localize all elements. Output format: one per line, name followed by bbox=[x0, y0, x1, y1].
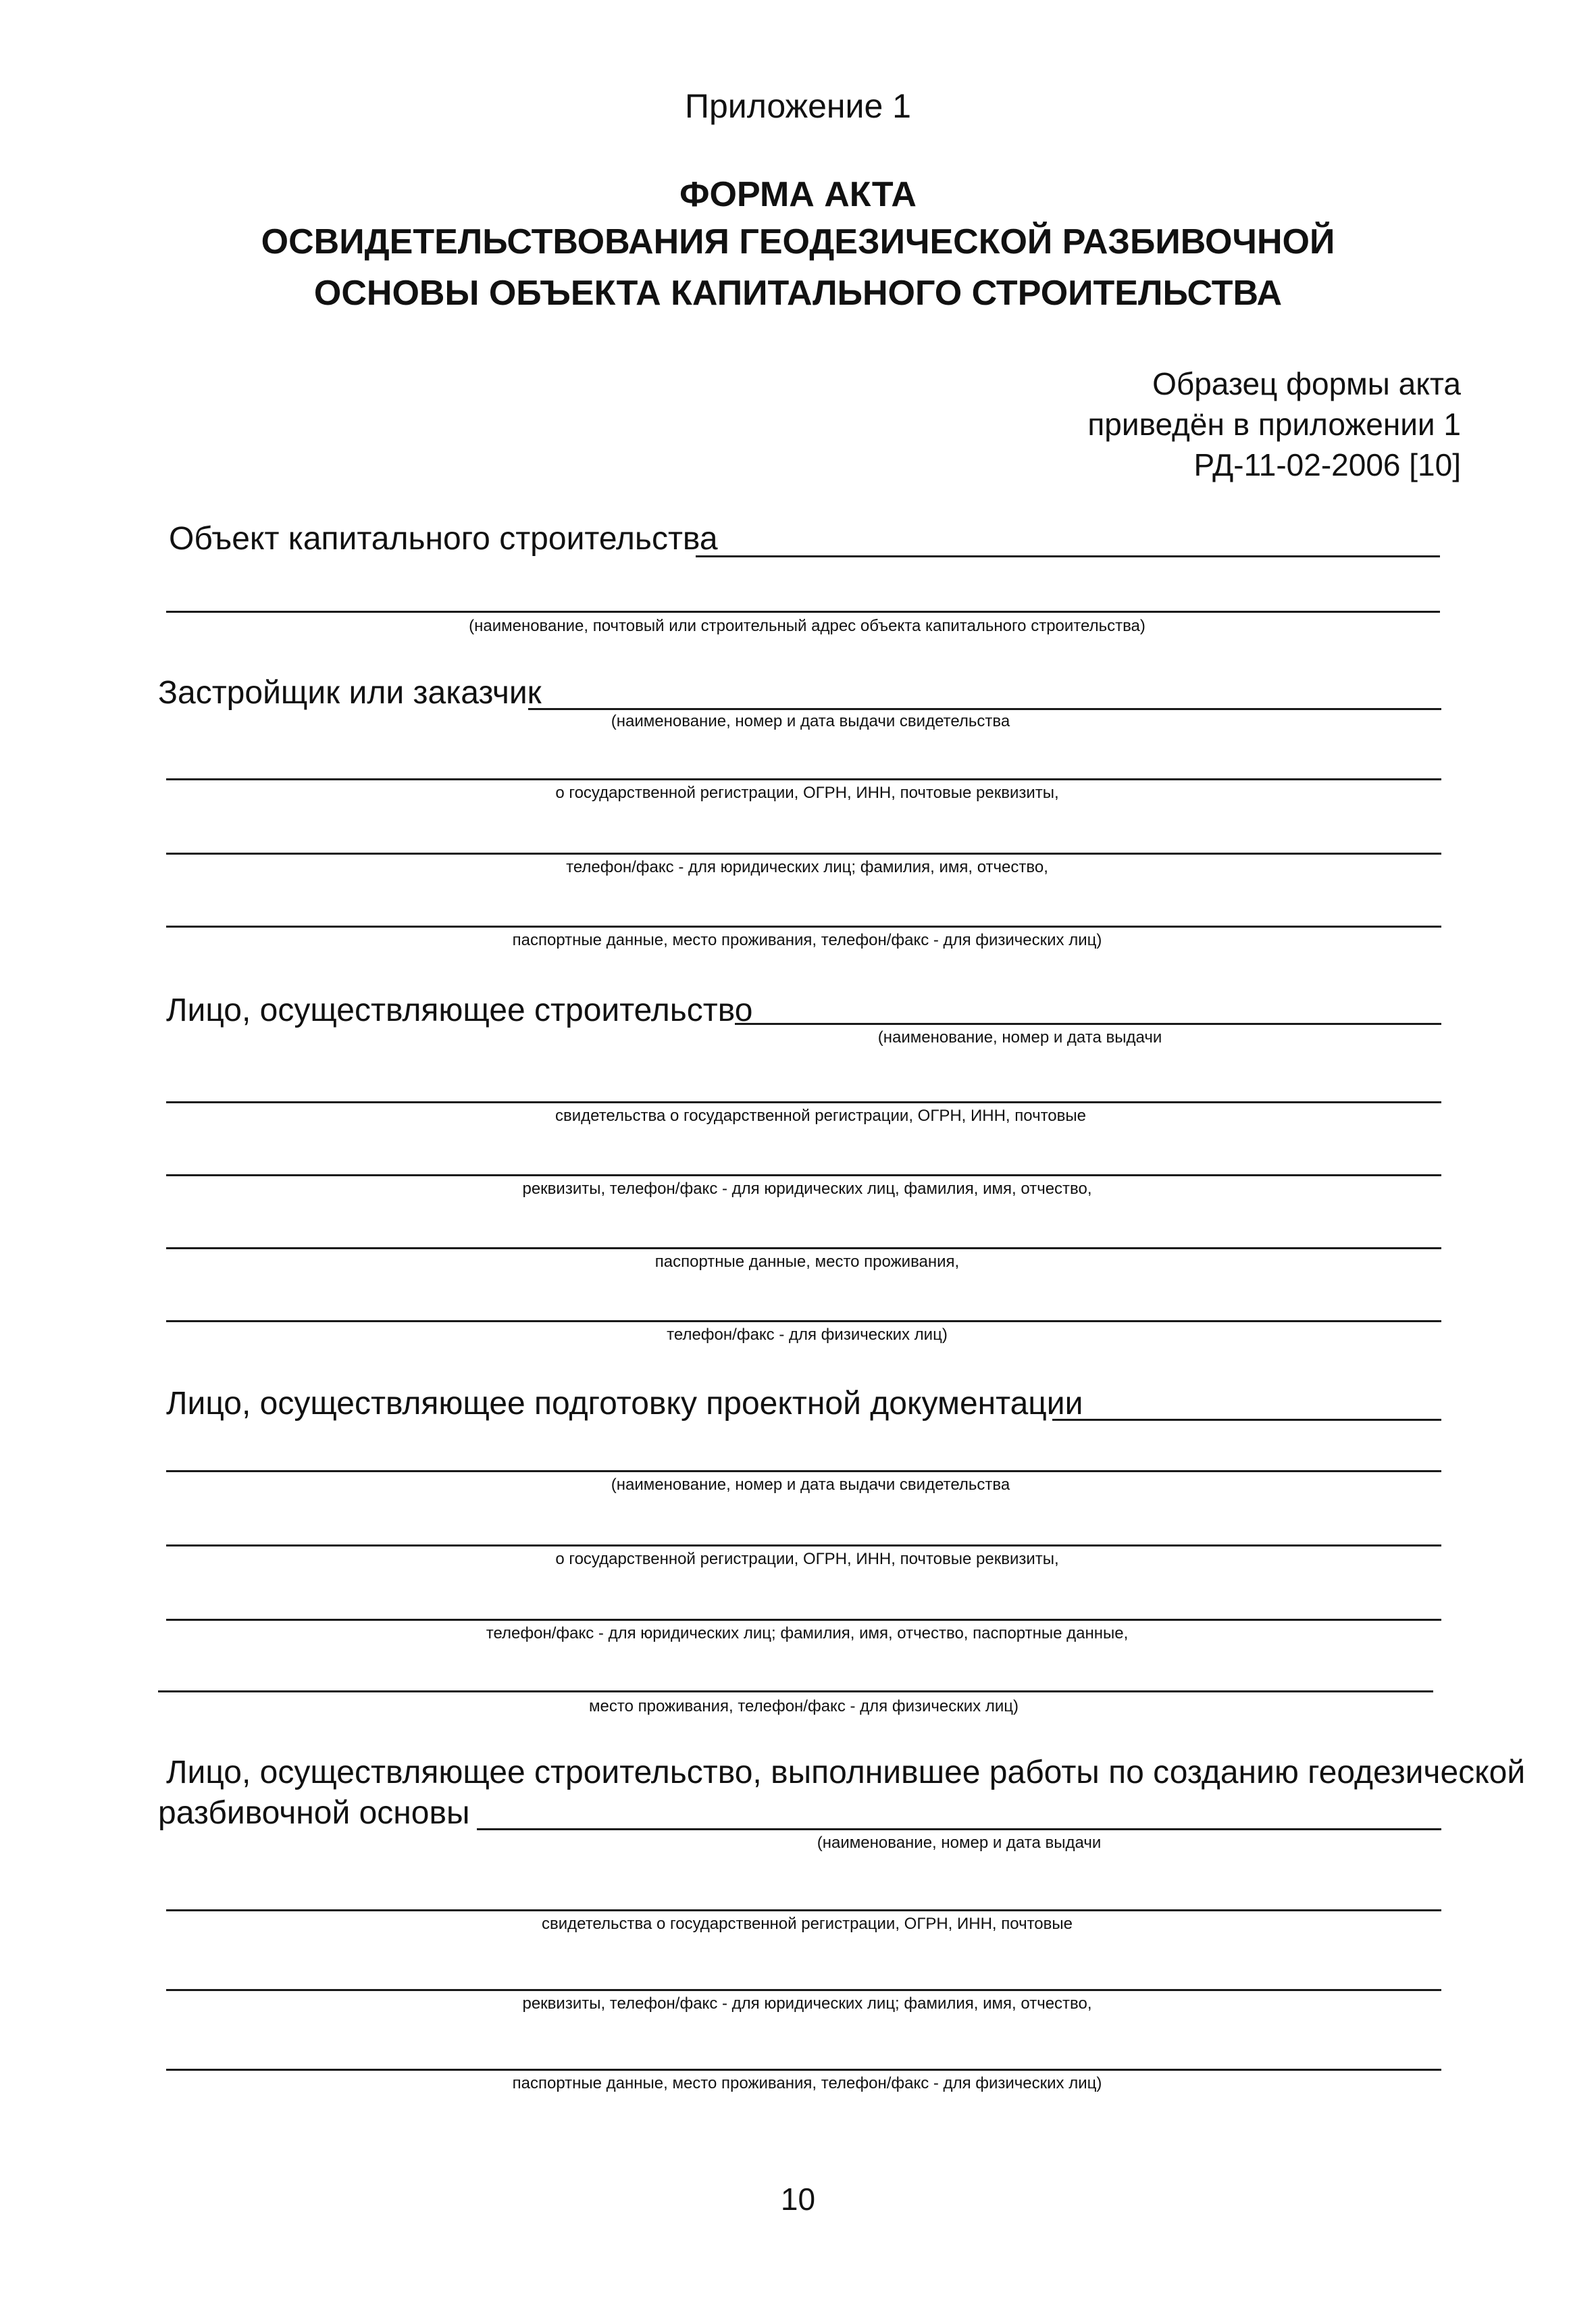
developer-caption-1: (наименование, номер и дата выдачи свидетельства bbox=[611, 712, 1010, 730]
developer-input-line-3[interactable] bbox=[166, 853, 1441, 855]
designer-input-line-5[interactable] bbox=[158, 1690, 1433, 1692]
builder-input-line-5[interactable] bbox=[166, 1320, 1441, 1322]
builder-caption-3: реквизиты, телефон/факс - для юридических лиц, фамилия, имя, отчество, bbox=[522, 1180, 1092, 1198]
form-title-line-3: ОСНОВЫ ОБЪЕКТА КАПИТАЛЬНОГО СТРОИТЕЛЬСТВА bbox=[313, 274, 1283, 313]
object-label: Объект капитального строительства bbox=[169, 521, 718, 557]
designer-input-line-3[interactable] bbox=[166, 1544, 1441, 1546]
geodesist-caption-1: (наименование, номер и дата выдачи bbox=[817, 1834, 1102, 1852]
sample-note-line-2: приведён в приложении 1 bbox=[1087, 407, 1461, 442]
geodesist-caption-4: паспортные данные, место проживания, телефон/факс - для физических лиц) bbox=[512, 2074, 1102, 2092]
geodesist-input-line-2[interactable] bbox=[166, 1909, 1441, 1911]
builder-caption-2: свидетельства о государственной регистрации, ОГРН, ИНН, почтовые bbox=[555, 1107, 1086, 1125]
object-input-line[interactable] bbox=[696, 555, 1440, 557]
builder-input-line-3[interactable] bbox=[166, 1174, 1441, 1176]
builder-caption-5: телефон/факс - для физических лиц) bbox=[667, 1326, 948, 1344]
sample-note bbox=[1087, 363, 1461, 485]
geodesist-input-line-4[interactable] bbox=[166, 2069, 1441, 2071]
designer-input-line-4[interactable] bbox=[166, 1619, 1441, 1621]
builder-input-line-2[interactable] bbox=[166, 1101, 1441, 1103]
designer-caption-4: место проживания, телефон/факс - для физических лиц) bbox=[589, 1697, 1019, 1715]
builder-caption-4: паспортные данные, место проживания, bbox=[654, 1253, 960, 1271]
geodesist-input-line[interactable] bbox=[477, 1828, 1441, 1830]
developer-input-line-2[interactable] bbox=[166, 778, 1441, 780]
developer-input-line[interactable] bbox=[528, 708, 1441, 710]
geodesist-label-line-2: разбивочной основы bbox=[158, 1795, 470, 1831]
builder-label: Лицо, осуществляющее строительство bbox=[166, 992, 753, 1028]
developer-input-line-4[interactable] bbox=[166, 926, 1441, 928]
developer-caption-3: телефон/факс - для юридических лиц; фамилия, имя, отчество, bbox=[566, 858, 1048, 876]
designer-caption-3: телефон/факс - для юридических лиц; фамилия, имя, отчество, паспортные данные, bbox=[486, 1624, 1129, 1642]
builder-input-line[interactable] bbox=[735, 1023, 1441, 1025]
form-title-line-1: ФОРМА АКТА bbox=[679, 175, 917, 214]
geodesist-label-line-1: Лицо, осуществляющее строительство, выполнившее работы по созданию геодезической bbox=[166, 1755, 1526, 1790]
designer-input-line[interactable] bbox=[1052, 1419, 1441, 1421]
form-title-line-2: ОСВИДЕТЕЛЬСТВОВАНИЯ ГЕОДЕЗИЧЕСКОЙ РАЗБИВОЧНОЙ bbox=[261, 222, 1335, 261]
builder-caption-1: (наименование, номер и дата выдачи bbox=[877, 1028, 1162, 1047]
geodesist-input-line-3[interactable] bbox=[166, 1989, 1441, 1991]
sample-note-line-1: Образец формы акта bbox=[1152, 366, 1461, 401]
appendix-label: Приложение 1 bbox=[685, 87, 911, 125]
page-number: 10 bbox=[780, 2182, 816, 2217]
object-caption: (наименование, почтовый или строительный адрес объекта капитального строительства) bbox=[469, 617, 1145, 635]
sample-note-line-3: РД-11-02-2006 [10] bbox=[1193, 447, 1461, 482]
designer-input-line-2[interactable] bbox=[166, 1470, 1441, 1472]
object-input-line-2[interactable] bbox=[166, 611, 1440, 613]
developer-label: Застройщик или заказчик bbox=[158, 675, 542, 711]
designer-label: Лицо, осуществляющее подготовку проектной документации bbox=[166, 1386, 1083, 1422]
geodesist-caption-2: свидетельства о государственной регистрации, ОГРН, ИНН, почтовые bbox=[542, 1915, 1073, 1933]
developer-caption-2: о государственной регистрации, ОГРН, ИНН, почтовые реквизиты, bbox=[555, 784, 1059, 802]
designer-caption-2: о государственной регистрации, ОГРН, ИНН, почтовые реквизиты, bbox=[555, 1550, 1059, 1568]
geodesist-caption-3: реквизиты, телефон/факс - для юридических лиц; фамилия, имя, отчество, bbox=[522, 1994, 1092, 2013]
developer-caption-4: паспортные данные, место проживания, телефон/факс - для физических лиц) bbox=[512, 931, 1102, 949]
designer-caption-1: (наименование, номер и дата выдачи свидетельства bbox=[611, 1476, 1010, 1494]
builder-input-line-4[interactable] bbox=[166, 1247, 1441, 1249]
